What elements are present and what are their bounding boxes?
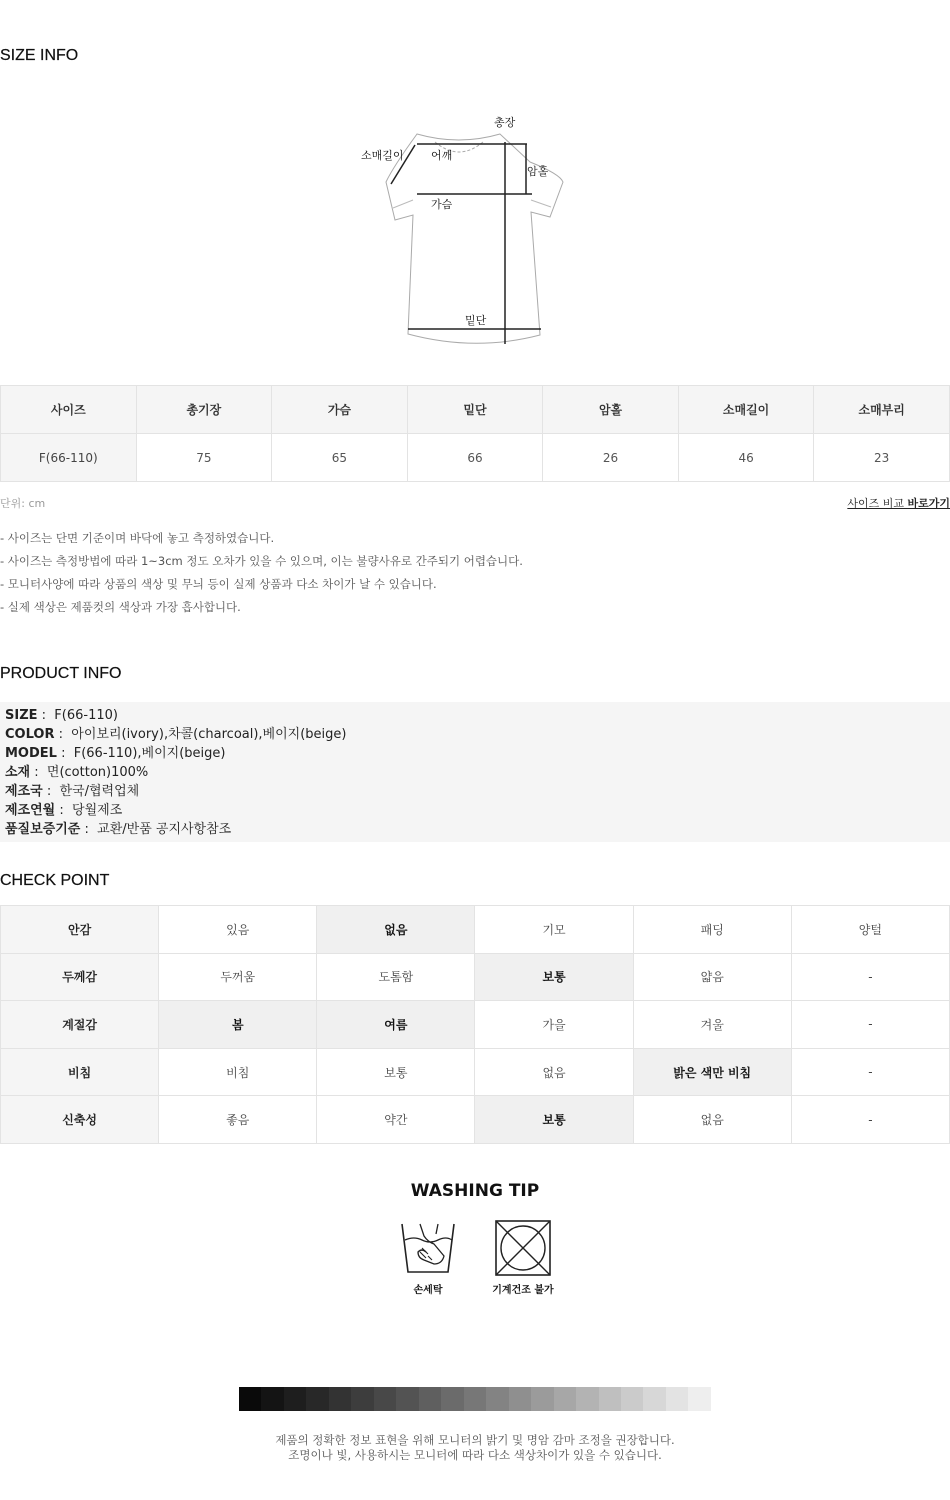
check-option-selected: 봄 xyxy=(159,1001,317,1049)
product-info-box xyxy=(0,702,950,842)
size-note: - 사이즈는 단면 기준이며 바닥에 놓고 측정하였습니다. xyxy=(0,531,275,545)
check-point-table xyxy=(0,905,950,1144)
grayscale-swatch xyxy=(351,1387,373,1411)
check-row xyxy=(1,1048,950,1096)
product-info-value: 당월제조 xyxy=(72,803,123,818)
grayscale-swatch xyxy=(284,1387,306,1411)
check-row-label: 신축성 xyxy=(1,1096,159,1144)
check-option: 도톰함 xyxy=(317,953,475,1001)
product-info-row: 품질보증기준 : 교환/반품 공지사항참조 xyxy=(5,822,232,837)
shoulder-label: 어깨 xyxy=(431,149,453,162)
check-option: 없음 xyxy=(475,1048,633,1096)
check-option-selected: 밝은 색만 비침 xyxy=(633,1048,791,1096)
monitor-notice-line: 제품의 정확한 정보 표현을 위해 모니터의 밝기 및 명암 감마 조정을 권장합니다. xyxy=(275,1433,675,1447)
chest-label: 가슴 xyxy=(431,198,453,211)
size-header-cell: 밑단 xyxy=(407,386,543,434)
grayscale-swatch xyxy=(599,1387,621,1411)
check-option: - xyxy=(791,1048,949,1096)
check-option: 비침 xyxy=(159,1048,317,1096)
check-option-selected: 보통 xyxy=(475,1096,633,1144)
size-cell: 65 xyxy=(272,434,408,482)
grayscale-swatch xyxy=(621,1387,643,1411)
check-option: 없음 xyxy=(633,1096,791,1144)
size-header-cell: 사이즈 xyxy=(1,386,137,434)
grayscale-swatch xyxy=(419,1387,441,1411)
check-option: 약간 xyxy=(317,1096,475,1144)
product-info-label: 품질보증기준 xyxy=(5,822,81,837)
product-info-value: F(66-110),베이지(beige) xyxy=(73,746,226,761)
check-row xyxy=(1,1096,950,1144)
size-cell: 66 xyxy=(407,434,543,482)
check-option: 얇음 xyxy=(633,953,791,1001)
hand-wash-label: 손세탁 xyxy=(413,1285,443,1296)
hem-label: 밑단 xyxy=(465,314,487,327)
size-info-title: SIZE INFO xyxy=(0,47,79,64)
check-option: 있음 xyxy=(159,906,317,954)
washing-tip-title: WASHING TIP xyxy=(410,1181,540,1201)
product-info-row: 제조국 : 한국/협력업체 xyxy=(5,784,140,799)
grayscale-swatch xyxy=(531,1387,553,1411)
grayscale-swatch xyxy=(666,1387,688,1411)
size-cell: F(66-110) xyxy=(1,434,137,482)
check-option-selected: 여름 xyxy=(317,1001,475,1049)
product-info-row: 소재 : 면(cotton)100% xyxy=(5,765,149,780)
size-table-row xyxy=(1,434,950,482)
product-info-row: MODEL : F(66-110),베이지(beige) xyxy=(5,746,226,761)
grayscale-swatch xyxy=(643,1387,665,1411)
monitor-notice xyxy=(0,1433,950,1462)
check-option: 패딩 xyxy=(633,906,791,954)
product-info-value: 교환/반품 공지사항참조 xyxy=(97,822,232,837)
tshirt-diagram-icon xyxy=(355,112,570,352)
size-cell: 75 xyxy=(136,434,272,482)
hand-wash-icon xyxy=(398,1218,458,1278)
grayscale-swatch xyxy=(554,1387,576,1411)
product-info-value: 아이보리(ivory),차콜(charcoal),베이지(beige) xyxy=(71,727,347,742)
grayscale-swatch xyxy=(329,1387,351,1411)
no-tumble-dry-label: 기계건조 불가 xyxy=(492,1285,554,1296)
product-info-label: 제조연월 xyxy=(5,803,56,818)
check-option: - xyxy=(791,1096,949,1144)
grayscale-bar xyxy=(239,1387,711,1411)
armhole-label: 암홀 xyxy=(527,165,549,178)
product-info-label: MODEL xyxy=(5,746,57,761)
size-note: - 모니터사양에 따라 상품의 색상 및 무늬 등이 실제 상품과 다소 차이가 날 수 있습니다. xyxy=(0,577,437,591)
product-info-label: 소재 xyxy=(5,765,31,780)
size-header-cell: 소매길이 xyxy=(678,386,814,434)
check-option: 보통 xyxy=(317,1048,475,1096)
grayscale-swatch xyxy=(509,1387,531,1411)
size-compare-link-label: 바로가기 xyxy=(907,497,950,510)
check-option: 좋음 xyxy=(159,1096,317,1144)
product-info-row: 제조연월 : 당월제조 xyxy=(5,803,123,818)
product-info-value: 면(cotton)100% xyxy=(46,765,149,780)
check-row xyxy=(1,906,950,954)
monitor-notice-line: 조명이나 빛, 사용하시는 모니터에 따라 다소 색상차이가 있을 수 있습니다. xyxy=(288,1447,662,1462)
size-diagram xyxy=(355,112,570,352)
unit-label: 단위: cm xyxy=(0,497,46,510)
check-row xyxy=(1,1001,950,1049)
product-info-row: SIZE : F(66-110) xyxy=(5,708,118,723)
check-option: 기모 xyxy=(475,906,633,954)
product-info-value: 한국/협력업체 xyxy=(59,784,140,799)
length-label: 총장 xyxy=(494,116,516,129)
size-note: - 사이즈는 측정방법에 따라 1~3cm 정도 오차가 있을 수 있으며, 이는 불량사유로 간주되기 어렵습니다. xyxy=(0,554,523,568)
check-row-label: 두께감 xyxy=(1,953,159,1001)
check-option-selected: 없음 xyxy=(317,906,475,954)
grayscale-swatch xyxy=(464,1387,486,1411)
check-option: 양털 xyxy=(791,906,949,954)
size-compare-prefix: 사이즈 비교 xyxy=(847,497,904,510)
check-option: 겨울 xyxy=(633,1001,791,1049)
check-option: 가을 xyxy=(475,1001,633,1049)
no-tumble-dry-icon xyxy=(493,1218,553,1278)
size-table-header xyxy=(1,386,950,434)
check-option: - xyxy=(791,1001,949,1049)
check-option: 두꺼움 xyxy=(159,953,317,1001)
check-row xyxy=(1,953,950,1001)
product-info-value: F(66-110) xyxy=(54,708,118,723)
grayscale-swatch xyxy=(239,1387,261,1411)
check-row-label: 안감 xyxy=(1,906,159,954)
product-info-label: 제조국 xyxy=(5,784,43,799)
grayscale-swatch xyxy=(374,1387,396,1411)
size-notes xyxy=(0,527,523,619)
size-cell: 26 xyxy=(543,434,679,482)
grayscale-swatch xyxy=(261,1387,283,1411)
grayscale-swatch xyxy=(486,1387,508,1411)
check-row-label: 계절감 xyxy=(1,1001,159,1049)
check-point-title: CHECK POINT xyxy=(0,872,110,889)
grayscale-swatch xyxy=(576,1387,598,1411)
grayscale-swatch xyxy=(306,1387,328,1411)
product-info-label: SIZE xyxy=(5,708,38,723)
product-info-label: COLOR xyxy=(5,727,55,742)
size-header-cell: 암홀 xyxy=(543,386,679,434)
grayscale-swatch xyxy=(688,1387,710,1411)
product-info-row: COLOR : 아이보리(ivory),차콜(charcoal),베이지(beige) xyxy=(5,727,347,742)
grayscale-swatch xyxy=(396,1387,418,1411)
size-note: - 실제 색상은 제품컷의 색상과 가장 흡사합니다. xyxy=(0,600,241,614)
size-cell: 23 xyxy=(814,434,950,482)
check-option: - xyxy=(791,953,949,1001)
size-header-cell: 총기장 xyxy=(136,386,272,434)
size-compare-link[interactable] xyxy=(847,495,950,511)
grayscale-swatch xyxy=(441,1387,463,1411)
sleeve-length-label: 소매길이 xyxy=(361,149,404,162)
size-header-cell: 소매부리 xyxy=(814,386,950,434)
check-row-label: 비침 xyxy=(1,1048,159,1096)
size-cell: 46 xyxy=(678,434,814,482)
product-info-title: PRODUCT INFO xyxy=(0,665,122,682)
check-option-selected: 보통 xyxy=(475,953,633,1001)
size-table xyxy=(0,385,950,482)
size-header-cell: 가슴 xyxy=(272,386,408,434)
